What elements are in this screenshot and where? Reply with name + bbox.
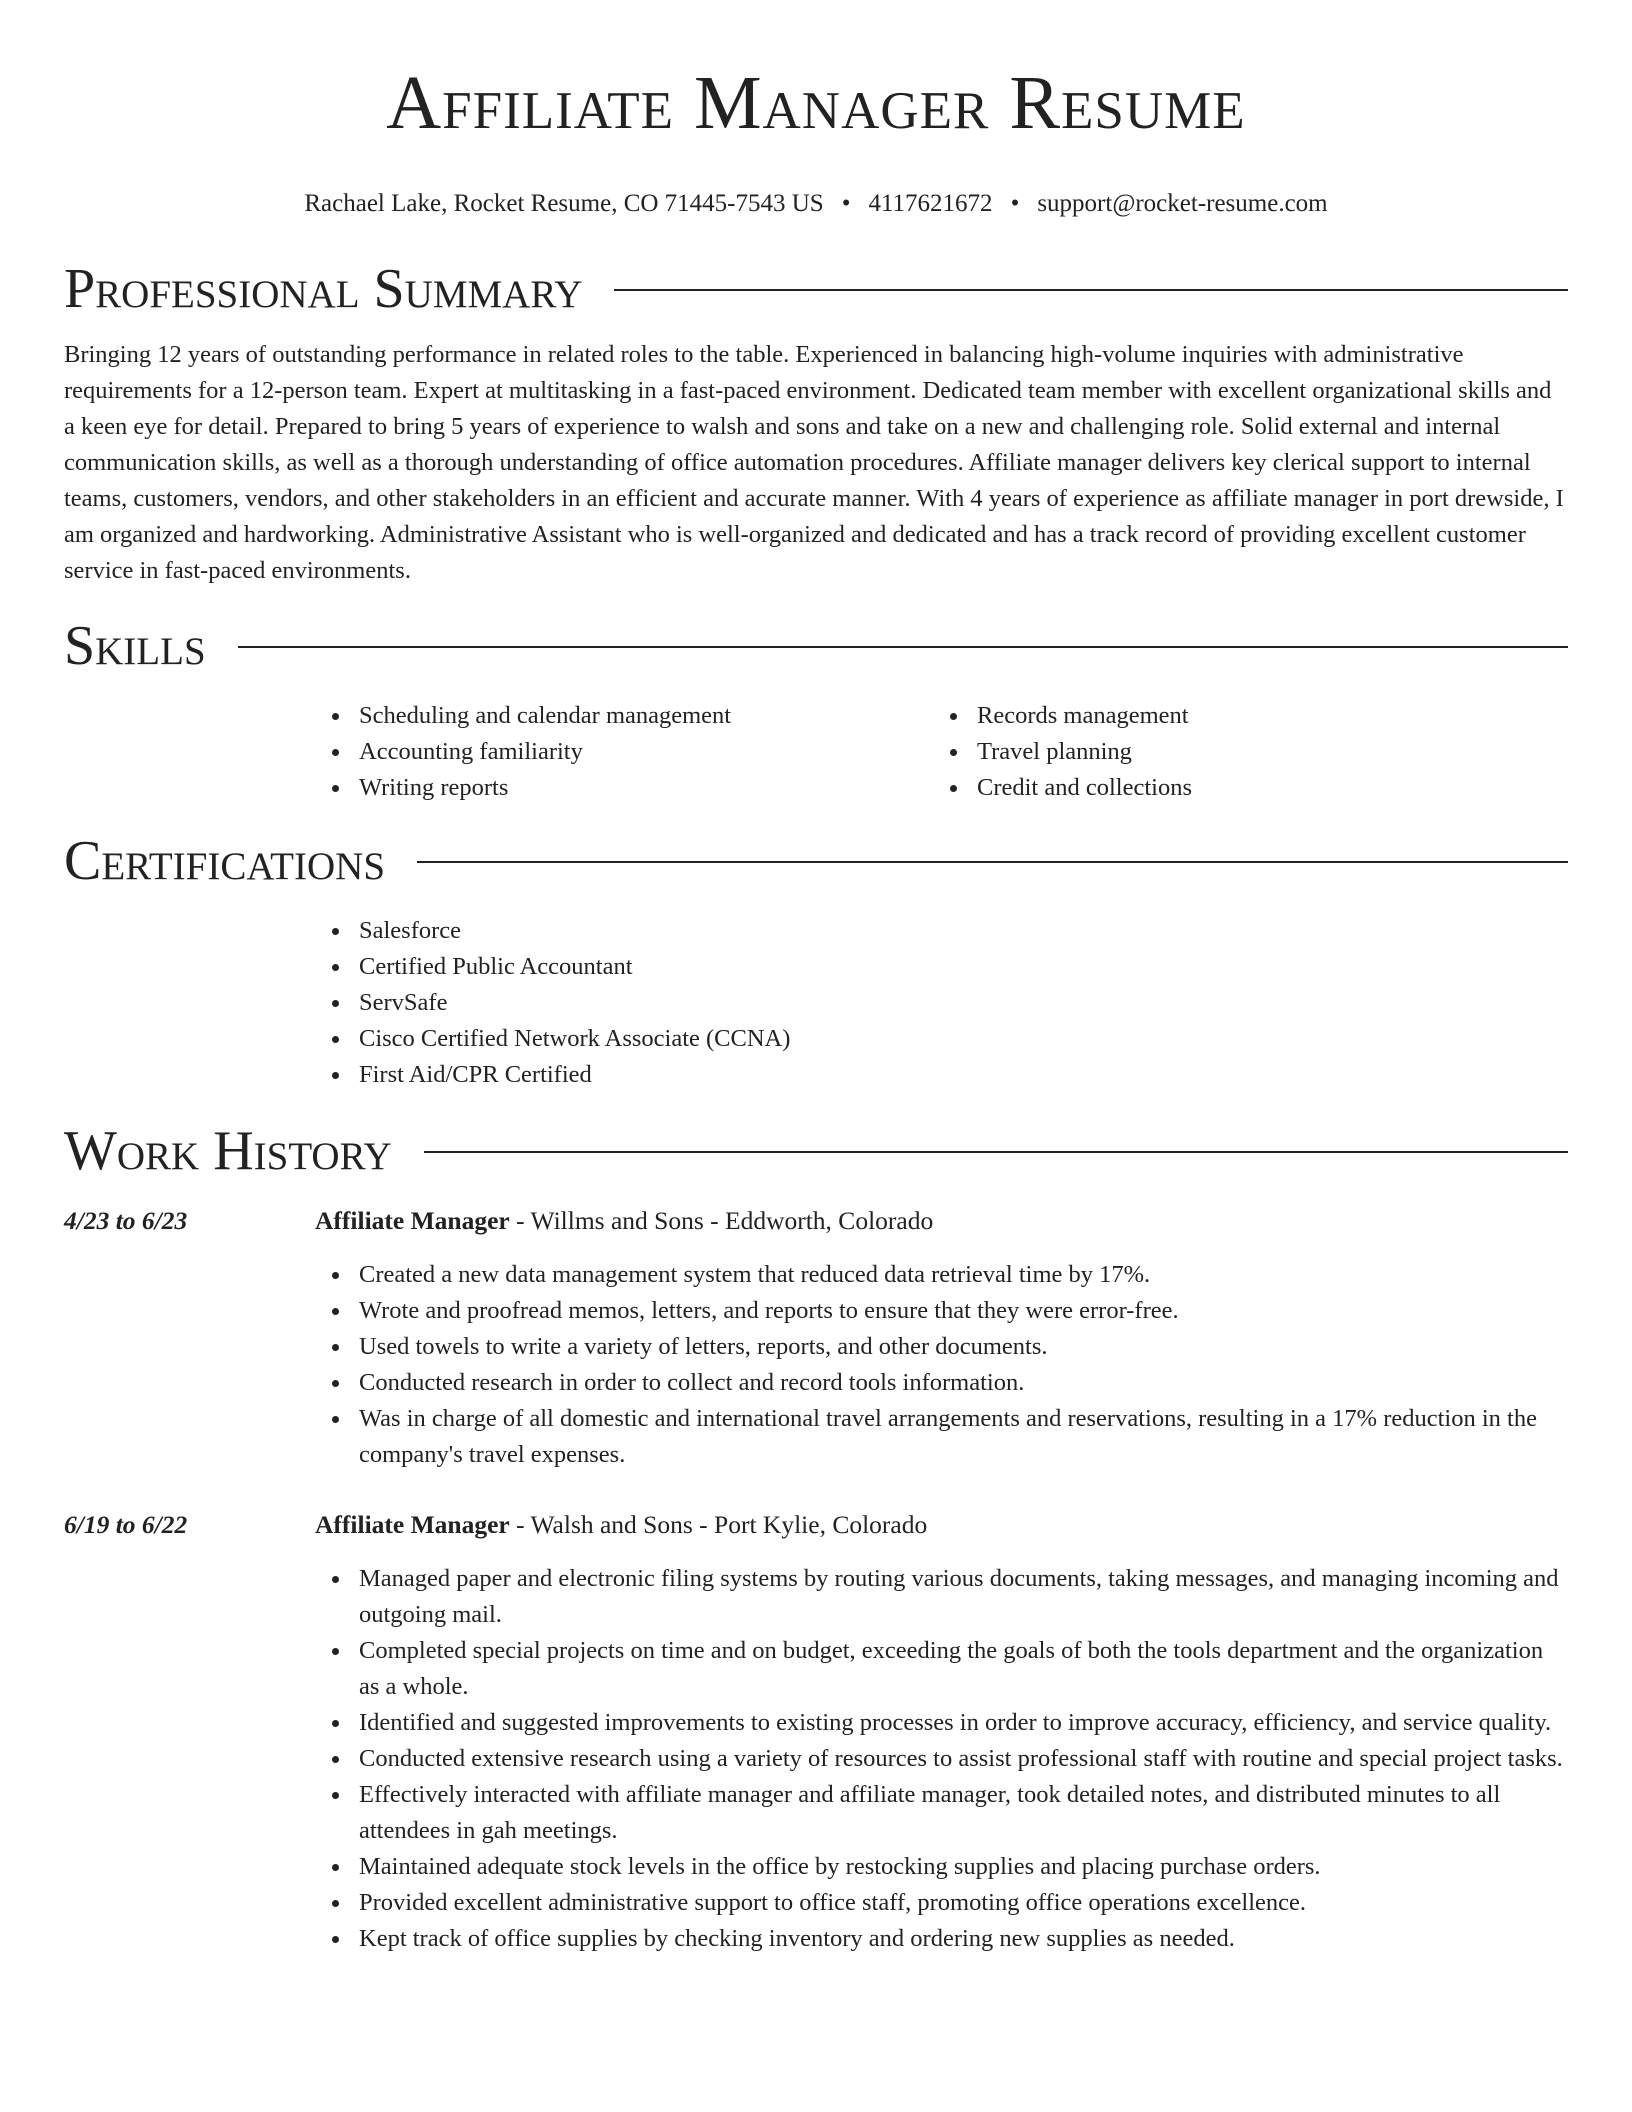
job-heading [315,1203,933,1239]
skill-item: Travel planning [977,734,1568,770]
contact-line [64,188,1568,220]
job-bullet: Created a new data management system that reduced data retrieval time by 17%. [359,1257,1568,1293]
certification-item: ServSafe [359,985,1568,1021]
skills-column-right [933,698,1568,806]
section-divider [238,646,1568,648]
job-entry [64,1507,1568,1957]
skill-item: Credit and collections [977,770,1568,806]
work-section-header [64,1119,1568,1183]
certification-item: Salesforce [359,913,1568,949]
job-bullets [315,1561,1568,1957]
job-bullet: Identified and suggested improvements to existing processes in order to improve accuracy, efficiency, and service quality. [359,1705,1568,1741]
summary-text: Bringing 12 years of outstanding performance in related roles to the table. Experienced in balancing high-volume inquiries with administrative requirements for a 12-person team. Expert at multitasking in a fast-paced environment. Dedicated team member with excellent organizational skills and a keen eye for detail. Prepared to bring 5 years of experience to walsh and sons and take on a new and challenging role. Solid external and internal communication skills, as well as a thorough understanding of office automation procedures. Affiliate manager delivers key clerical support to internal teams, customers, vendors, and other stakeholders in an efficient and accurate manner. With 4 years of experience as affiliate manager in port drewside, I am organized and hardworking. Administrative Assistant who is well-organized and dedicated and has a track record of providing excellent customer service in fast-paced environments. [64,341,1564,584]
skills-section-header [64,614,1568,678]
job-bullet: Kept track of office supplies by checking inventory and ordering new supplies as needed. [359,1921,1568,1957]
skills-heading: Skills [64,615,206,677]
certifications-section-header [64,829,1568,893]
contact-separator: • [841,190,851,217]
contact-email: support@rocket-resume.com [1037,190,1328,217]
job-dates: 6/19 to 6/22 [64,1510,188,1539]
skill-item: Writing reports [359,770,933,806]
contact-phone: 4117621672 [868,190,993,217]
job-bullets [315,1257,1568,1473]
certification-item: Cisco Certified Network Associate (CCNA) [359,1021,1568,1057]
certification-item: First Aid/CPR Certified [359,1057,1568,1093]
job-title: Affiliate Manager [315,1206,510,1235]
job-bullet: Conducted extensive research using a variety of resources to assist professional staff with routine and special project tasks. [359,1741,1568,1777]
summary-section-header [64,257,1568,321]
job-dates: 4/23 to 6/23 [64,1206,188,1235]
skill-item: Accounting familiarity [359,734,933,770]
work-heading: Work History [64,1120,392,1182]
page-title: Affiliate Manager Resume [386,61,1246,145]
job-header [64,1507,1568,1543]
section-divider [614,289,1568,291]
skills-list [315,698,1568,806]
skill-item: Scheduling and calendar management [359,698,933,734]
contact-separator: • [1010,190,1020,217]
job-bullet: Was in charge of all domestic and international travel arrangements and reservations, resulting in a 17% reduction in the company's travel expenses. [359,1401,1568,1473]
job-entry [64,1203,1568,1473]
job-bullet: Conducted research in order to collect and record tools information. [359,1365,1568,1401]
certification-item: Certified Public Accountant [359,949,1568,985]
job-company: - Walsh and Sons - Port Kylie, Colorado [509,1510,928,1539]
job-bullet: Effectively interacted with affiliate manager and affiliate manager, took detailed notes, and distributed minutes to all attendees in gah meetings. [359,1777,1568,1849]
job-header [64,1203,1568,1239]
job-bullet: Maintained adequate stock levels in the office by restocking supplies and placing purchase orders. [359,1849,1568,1885]
job-title: Affiliate Manager [315,1510,510,1539]
summary-heading: Professional Summary [64,258,583,320]
certifications-list [315,913,1568,1093]
section-divider [417,861,1568,863]
job-bullet: Provided excellent administrative support to office staff, promoting office operations excellence. [359,1885,1568,1921]
skills-column-left [315,698,933,806]
job-bullet: Completed special projects on time and on budget, exceeding the goals of both the tools department and the organization as a whole. [359,1633,1568,1705]
contact-address: Rachael Lake, Rocket Resume, CO 71445-7543 US [304,190,824,217]
section-divider [424,1151,1568,1153]
job-bullet: Wrote and proofread memos, letters, and reports to ensure that they were error-free. [359,1293,1568,1329]
job-bullet: Managed paper and electronic filing systems by routing various documents, taking messages, and managing incoming and outgoing mail. [359,1561,1568,1633]
job-bullet: Used towels to write a variety of letters, reports, and other documents. [359,1329,1568,1365]
job-company: - Willms and Sons - Eddworth, Colorado [509,1206,934,1235]
certifications-heading: Certifications [64,830,386,892]
skill-item: Records management [977,698,1568,734]
job-heading [315,1507,927,1543]
